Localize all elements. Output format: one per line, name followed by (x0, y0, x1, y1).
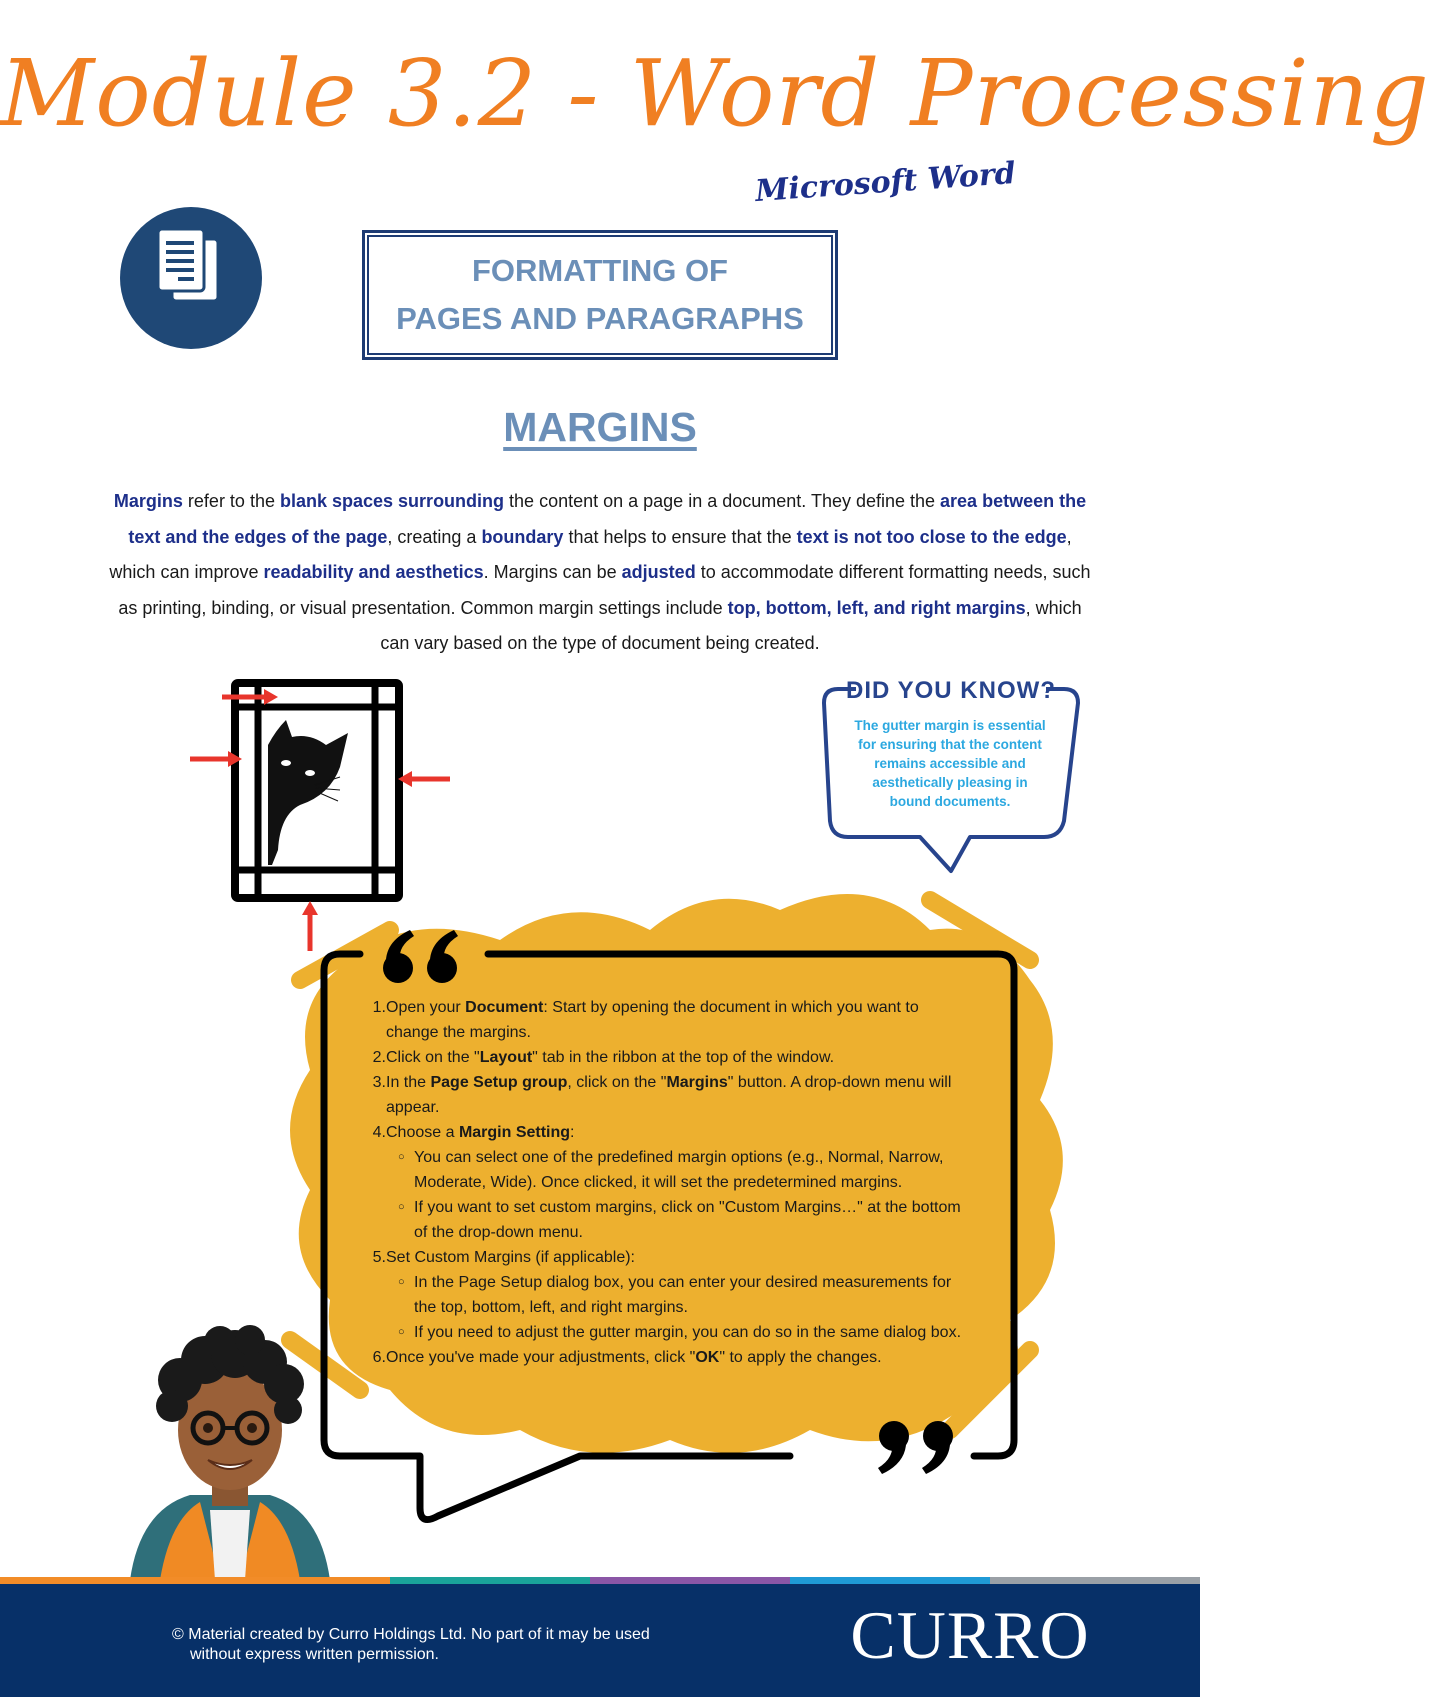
curro-logo: CURRO (850, 1597, 1090, 1673)
list-item: 2. Click on the "Layout" tab in the ribbon at the top of the window. (372, 1049, 835, 1066)
list-item: 3. In the Page Setup group, click on the "Margins" button. A drop-down menu will appear. (372, 1074, 952, 1116)
list-item: 6. Once you've made your adjustments, click "OK" to apply the changes. (372, 1349, 882, 1366)
footer-color-strip (0, 1577, 1200, 1584)
did-you-know-title: DID YOU KNOW? (846, 677, 1056, 704)
module-subtitle: Microsoft Word (754, 155, 1017, 210)
intro-paragraph: Margins refer to the blank spaces surrounding the content on a page in a document. They define the area between the text and the edges of the page, creating a boundary that helps to ensure that the text is not too close to the edge, which can improve readability and aesthetics. Margins can be adjusted to accommodate different formatting needs, such as printing, binding, or visual presentation. Common margin settings include top, bottom, left, and right margins, which can vary based on the type of document being created. (109, 491, 1091, 653)
student-illustration (120, 1320, 340, 1580)
page-title: MARGINS (503, 404, 697, 450)
did-you-know-text: The gutter margin is essential for ensuring that the content remains accessible and aesthetically pleasing in bound documents. (854, 718, 1046, 809)
section-heading-line2: PAGES AND PARAGRAPHS (396, 301, 804, 336)
section-heading-box (362, 230, 838, 360)
margin-steps-list (372, 995, 972, 1370)
copyright-notice: © Material created by Curro Holdings Ltd. No part of it may be used without express written permission. (172, 1626, 650, 1663)
module-title: Module 3.2 - Word Processing (0, 40, 1430, 147)
list-item: 5. Set Custom Margins (if applicable): (372, 1249, 635, 1266)
list-subitem: ○ If you want to set custom margins, click on "Custom Margins…" at the bottom of the drop-down menu. (398, 1199, 961, 1241)
list-item: 1. Open your Document: Start by opening the document in which you want to change the margins. (372, 999, 919, 1041)
list-subitem: ○ You can select one of the predefined margin options (e.g., Normal, Narrow, Moderate, Wide). Once clicked, it will set the predetermined margins. (398, 1149, 944, 1191)
list-subitem: ○ If you need to adjust the gutter margin, you can do so in the same dialog box. (398, 1324, 962, 1341)
list-subitem: ○ In the Page Setup dialog box, you can enter your desired measurements for the top, bottom, left, and right margins. (398, 1274, 952, 1316)
section-heading-line1: FORMATTING OF (472, 253, 728, 288)
list-item: 4. Choose a Margin Setting: (372, 1124, 575, 1141)
document-icon (120, 207, 262, 349)
